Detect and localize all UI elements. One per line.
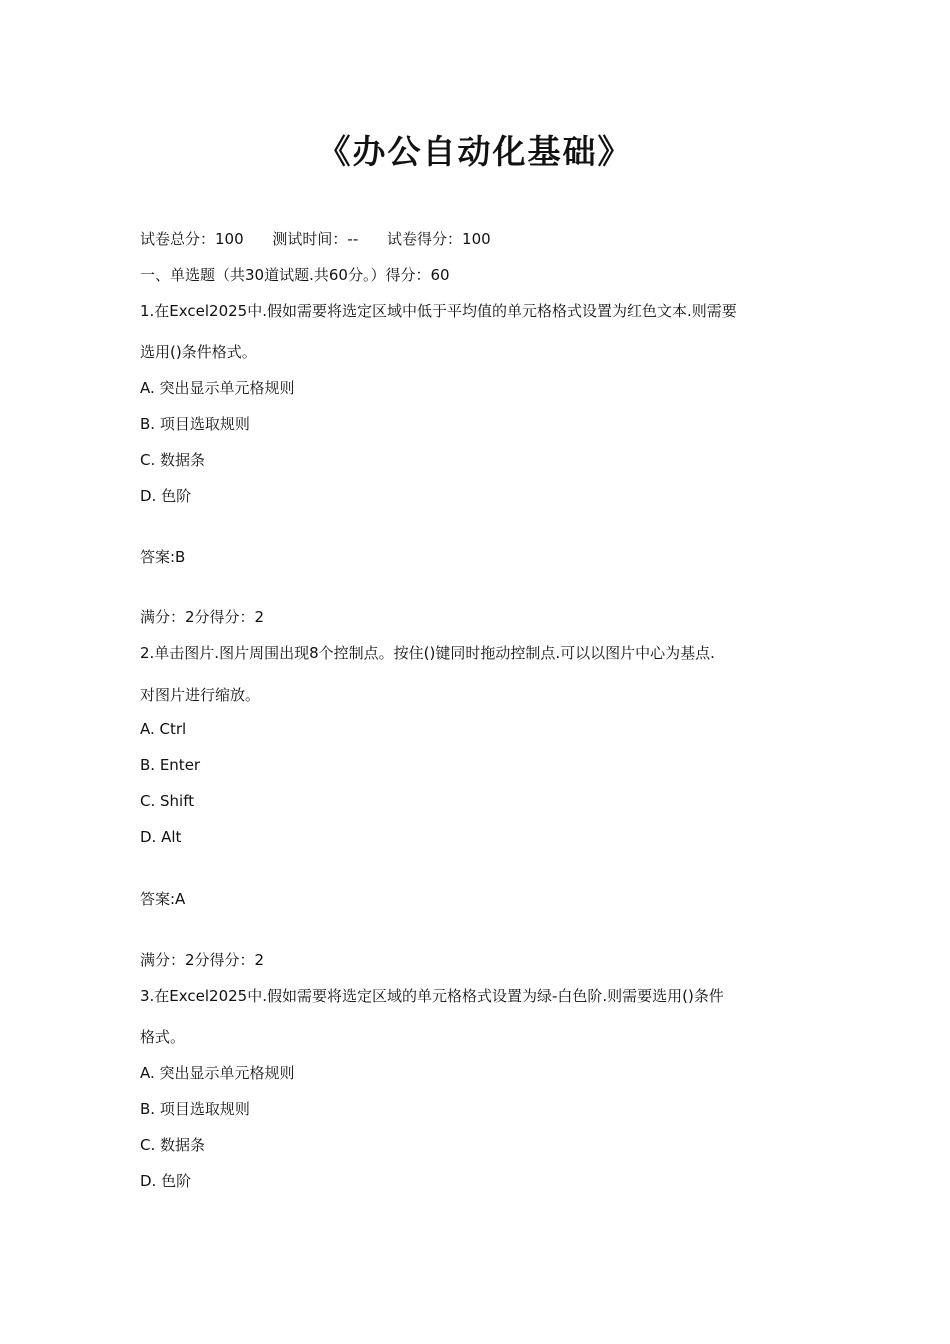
exam-meta <box>140 228 515 249</box>
question-1-option-d: D. 色阶 <box>140 487 192 505</box>
question-3-option-a: A. 突出显示单元格规则 <box>140 1064 295 1082</box>
question-2-stem-line1: 2.单击图片.图片周围出现8个控制点。按住()键同时拖动控制点.可以以图片中心为基点. <box>140 644 715 662</box>
question-1-option-b: B. 项目选取规则 <box>140 415 250 433</box>
section-heading: 一、单选题（共30道试题.共60分。）得分：60 <box>140 266 450 284</box>
question-2-option-d: D. Alt <box>140 828 182 846</box>
total-score: 试卷总分：100 <box>140 230 244 248</box>
question-2-score: 满分：2分得分：2 <box>140 951 265 969</box>
question-1-option-c: C. 数据条 <box>140 451 206 469</box>
exam-score: 试卷得分：100 <box>387 230 491 248</box>
question-3-stem-line2: 格式。 <box>140 1028 186 1046</box>
document-title: 《办公自动化基础》 <box>317 132 633 171</box>
question-2-option-b: B. Enter <box>140 756 201 774</box>
question-3-option-d: D. 色阶 <box>140 1172 192 1190</box>
question-3-option-c: C. 数据条 <box>140 1136 206 1154</box>
question-2-option-a: A. Ctrl <box>140 720 187 738</box>
question-2-stem-line2: 对图片进行缩放。 <box>140 686 261 704</box>
question-3-option-b: B. 项目选取规则 <box>140 1100 250 1118</box>
question-1-stem-line1: 1.在Excel2025中.假如需要将选定区域中低于平均值的单元格格式设置为红色文本.则需要 <box>140 302 737 320</box>
question-2-answer: 答案:A <box>140 890 186 908</box>
question-1-stem-line2: 选用()条件格式。 <box>140 343 257 361</box>
test-time: 测试时间：-- <box>272 230 359 248</box>
question-1-answer: 答案:B <box>140 548 186 566</box>
question-1-option-a: A. 突出显示单元格规则 <box>140 379 295 397</box>
question-1-score: 满分：2分得分：2 <box>140 608 265 626</box>
question-3-stem-line1: 3.在Excel2025中.假如需要将选定区域的单元格格式设置为绿-白色阶.则需要选用()条件 <box>140 987 724 1005</box>
question-2-option-c: C. Shift <box>140 792 195 810</box>
